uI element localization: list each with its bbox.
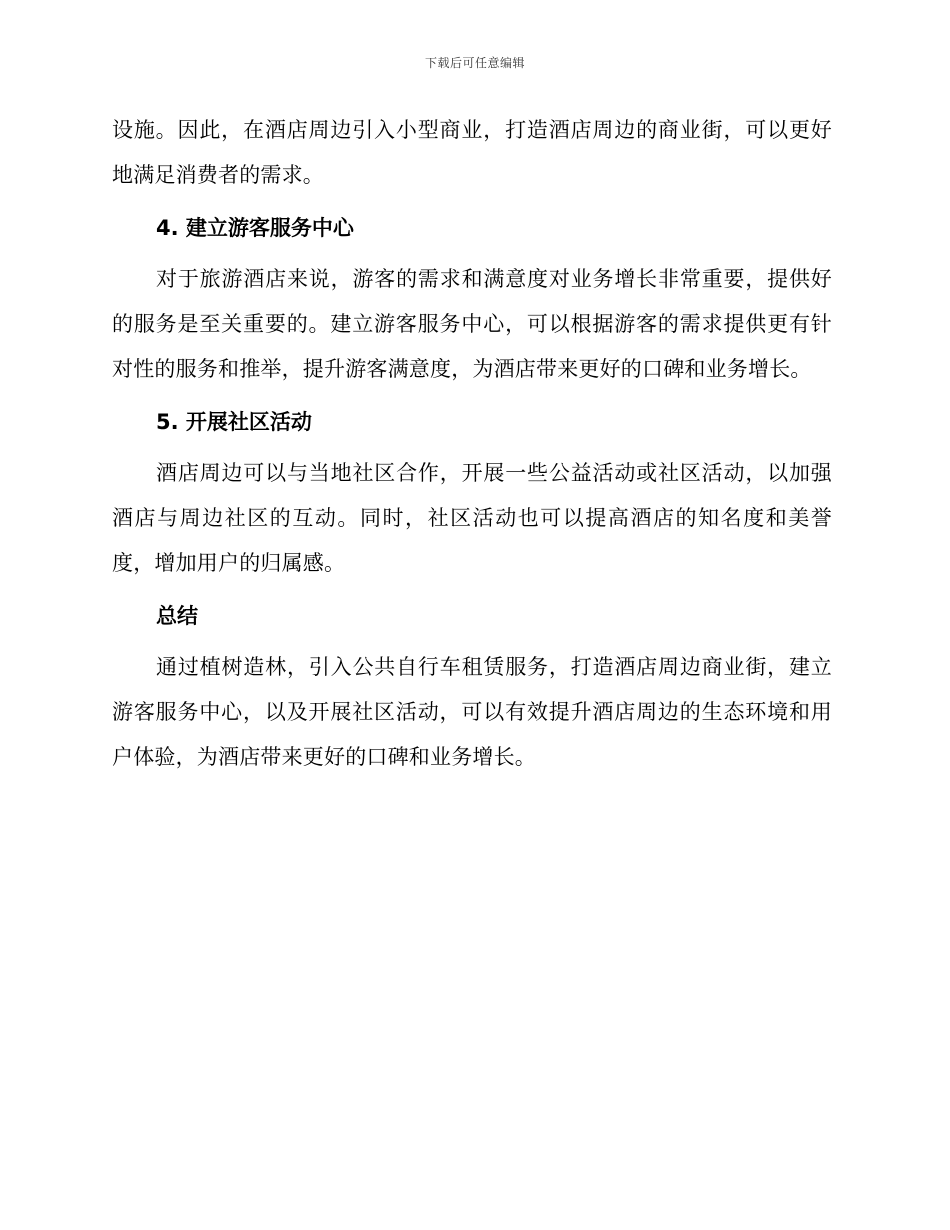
section-4-heading: 4. 建立游客服务中心 [156,216,354,240]
summary-body: 通过植树造林，引入公共自行车租赁服务，打造酒店周边商业街，建立游客服务中心，以及开展社区活动，可以有效提升酒店周边的生态环境和用户体验，为酒店带来更好的口碑和业务增长。 [112,655,832,769]
header-note: 下载后可任意编辑 [424,56,525,70]
section-5-body: 酒店周边可以与当地社区合作，开展一些公益活动或社区活动，以加强酒店与周边社区的互动。同时，社区活动也可以提高酒店的知名度和美誉度，增加用户的归属感。 [112,461,832,575]
section-4-body: 对于旅游酒店来说，游客的需求和满意度对业务增长非常重要，提供好的服务是至关重要的。建立游客服务中心，可以根据游客的需求提供更有针对性的服务和推举，提升游客满意度，为酒店带来更好的口碑和业务增长。 [112,267,832,381]
intro-paragraph: 设施。因此，在酒店周边引入小型商业，打造酒店周边的商业街，可以更好地满足消费者的需求。 [112,118,832,187]
section-5-heading: 5. 开展社区活动 [156,410,312,434]
document-body [112,108,832,780]
summary-heading: 总结 [156,604,198,628]
